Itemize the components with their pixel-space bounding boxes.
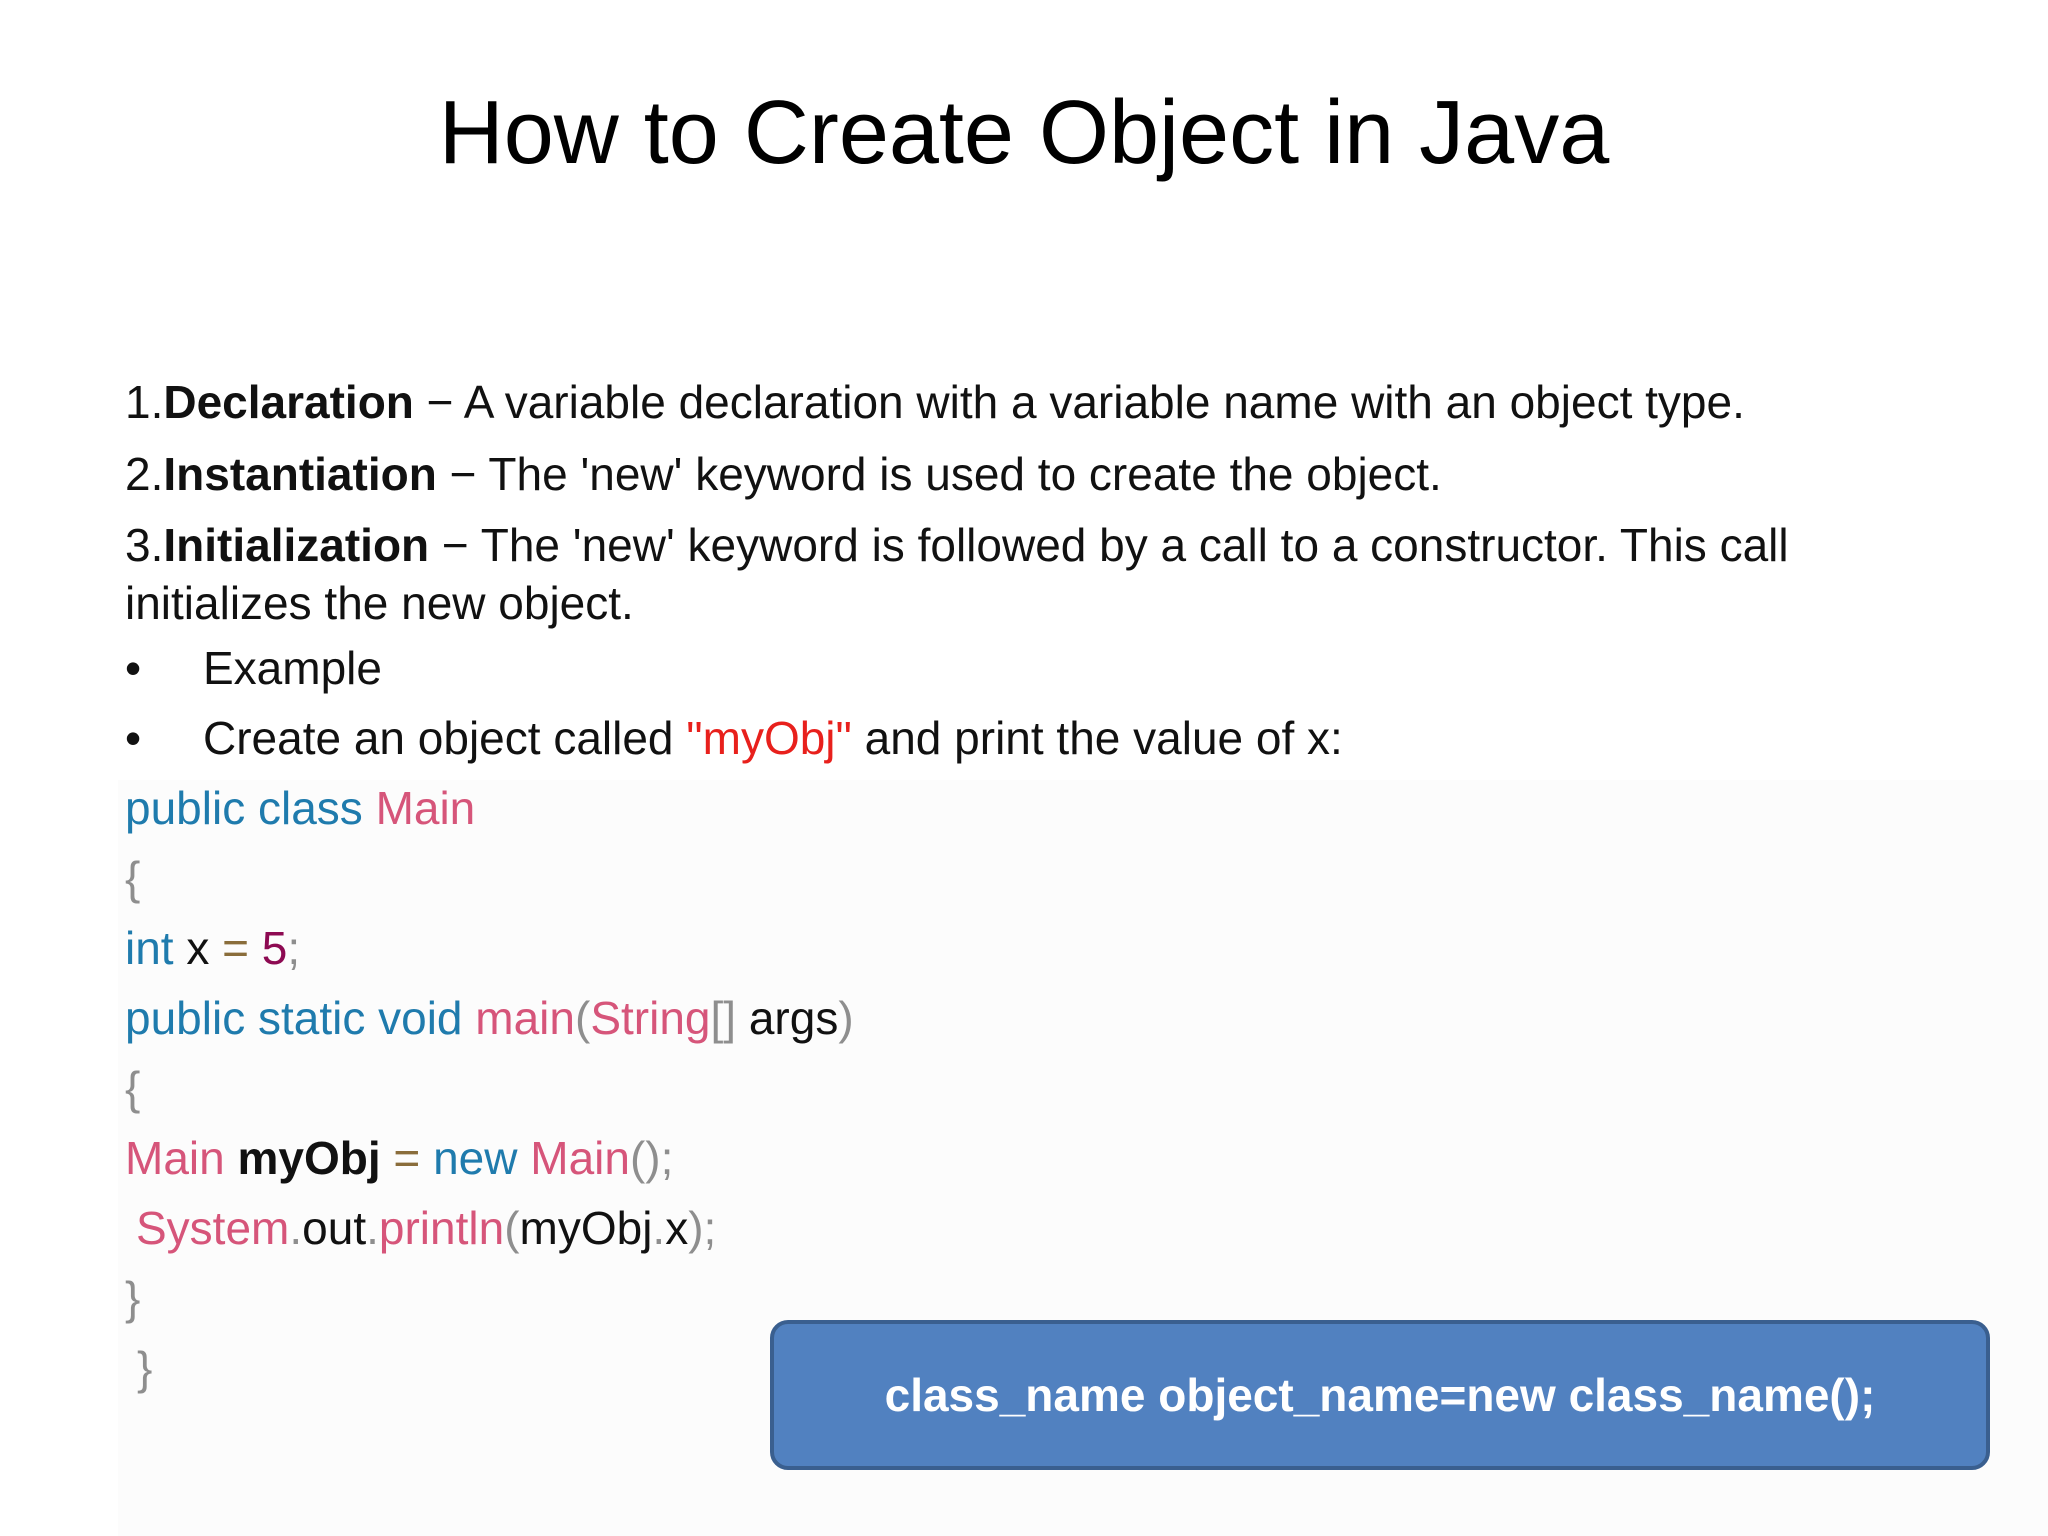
code-line-class <box>125 780 475 836</box>
code-function: println <box>378 1202 505 1254</box>
bullet-text-suffix: and print the value of x: <box>851 712 1343 764</box>
bullet-icon: • <box>125 642 142 694</box>
code-brace: } <box>137 1342 153 1394</box>
code-variable: x <box>173 922 223 974</box>
code-operator: = <box>222 922 250 974</box>
step-text: − The 'new' keyword is used to create the object. <box>436 448 1442 500</box>
step-term: Initialization <box>163 519 430 571</box>
bullet-create <box>125 710 1343 766</box>
highlighted-name: "myObj" <box>686 712 852 764</box>
code-paren: ) <box>838 992 854 1044</box>
code-line-open-brace-2 <box>125 1060 140 1116</box>
code-keyword: new <box>433 1132 531 1184</box>
code-line-close-brace-2 <box>137 1340 152 1396</box>
code-number: 5 <box>249 922 288 974</box>
code-variable: myObj <box>519 1202 653 1254</box>
step-number: 1. <box>125 376 164 428</box>
step-term: Instantiation <box>163 448 437 500</box>
bullet-text: Example <box>203 642 382 694</box>
code-paren: ( <box>575 992 591 1044</box>
code-line-main <box>125 990 854 1046</box>
code-dot: . <box>652 1202 666 1254</box>
bullet-text: Create an object called <box>203 712 687 764</box>
code-semicolon: ; <box>287 922 301 974</box>
code-punctuation: ); <box>688 1202 717 1254</box>
code-dot: . <box>366 1202 379 1254</box>
code-class-name: Main <box>125 1132 238 1184</box>
step-text: − A variable declaration with a variable name with an object type. <box>413 376 1745 428</box>
code-operator: = <box>380 1132 434 1184</box>
code-brace: { <box>125 1062 141 1114</box>
step-number: 3. <box>125 519 164 571</box>
step-term: Declaration <box>163 376 414 428</box>
code-brackets: [] <box>710 992 737 1044</box>
code-keyword: int <box>125 922 174 974</box>
code-paren: ( <box>504 1202 520 1254</box>
code-class-name: System <box>136 1202 290 1254</box>
slide-title: How to Create Object in Java <box>438 83 1610 183</box>
syntax-callout-text: class_name object_name=new class_name(); <box>884 1369 1876 1421</box>
code-type: String <box>590 992 711 1044</box>
code-punctuation: (); <box>629 1132 674 1184</box>
code-args: args <box>736 992 839 1044</box>
code-line-field <box>125 920 300 976</box>
code-brace: } <box>125 1272 141 1324</box>
code-line-close-brace <box>125 1270 140 1326</box>
step-declaration <box>125 374 1745 430</box>
code-line-open-brace <box>125 850 140 906</box>
code-dot: . <box>289 1202 303 1254</box>
code-field: out <box>302 1202 367 1254</box>
code-line-print <box>136 1200 716 1256</box>
code-constructor: Main <box>530 1132 630 1184</box>
bullet-example <box>125 640 382 696</box>
step-instantiation <box>125 446 1442 502</box>
code-keyword: public static void <box>125 992 476 1044</box>
bullet-icon: • <box>125 712 142 764</box>
code-variable: myObj <box>237 1132 381 1184</box>
code-function: main <box>475 992 575 1044</box>
code-field: x <box>665 1202 689 1254</box>
step-number: 2. <box>125 448 164 500</box>
step-initialization <box>125 516 1955 632</box>
code-class-name: Main <box>375 782 476 834</box>
syntax-callout-box <box>770 1320 1990 1470</box>
step-text: − The 'new' keyword is followed by a call to a constructor. This call initializes the new object. <box>125 519 1789 629</box>
code-line-new <box>125 1130 673 1186</box>
code-brace: { <box>125 852 141 904</box>
code-keyword: public class <box>125 782 376 834</box>
